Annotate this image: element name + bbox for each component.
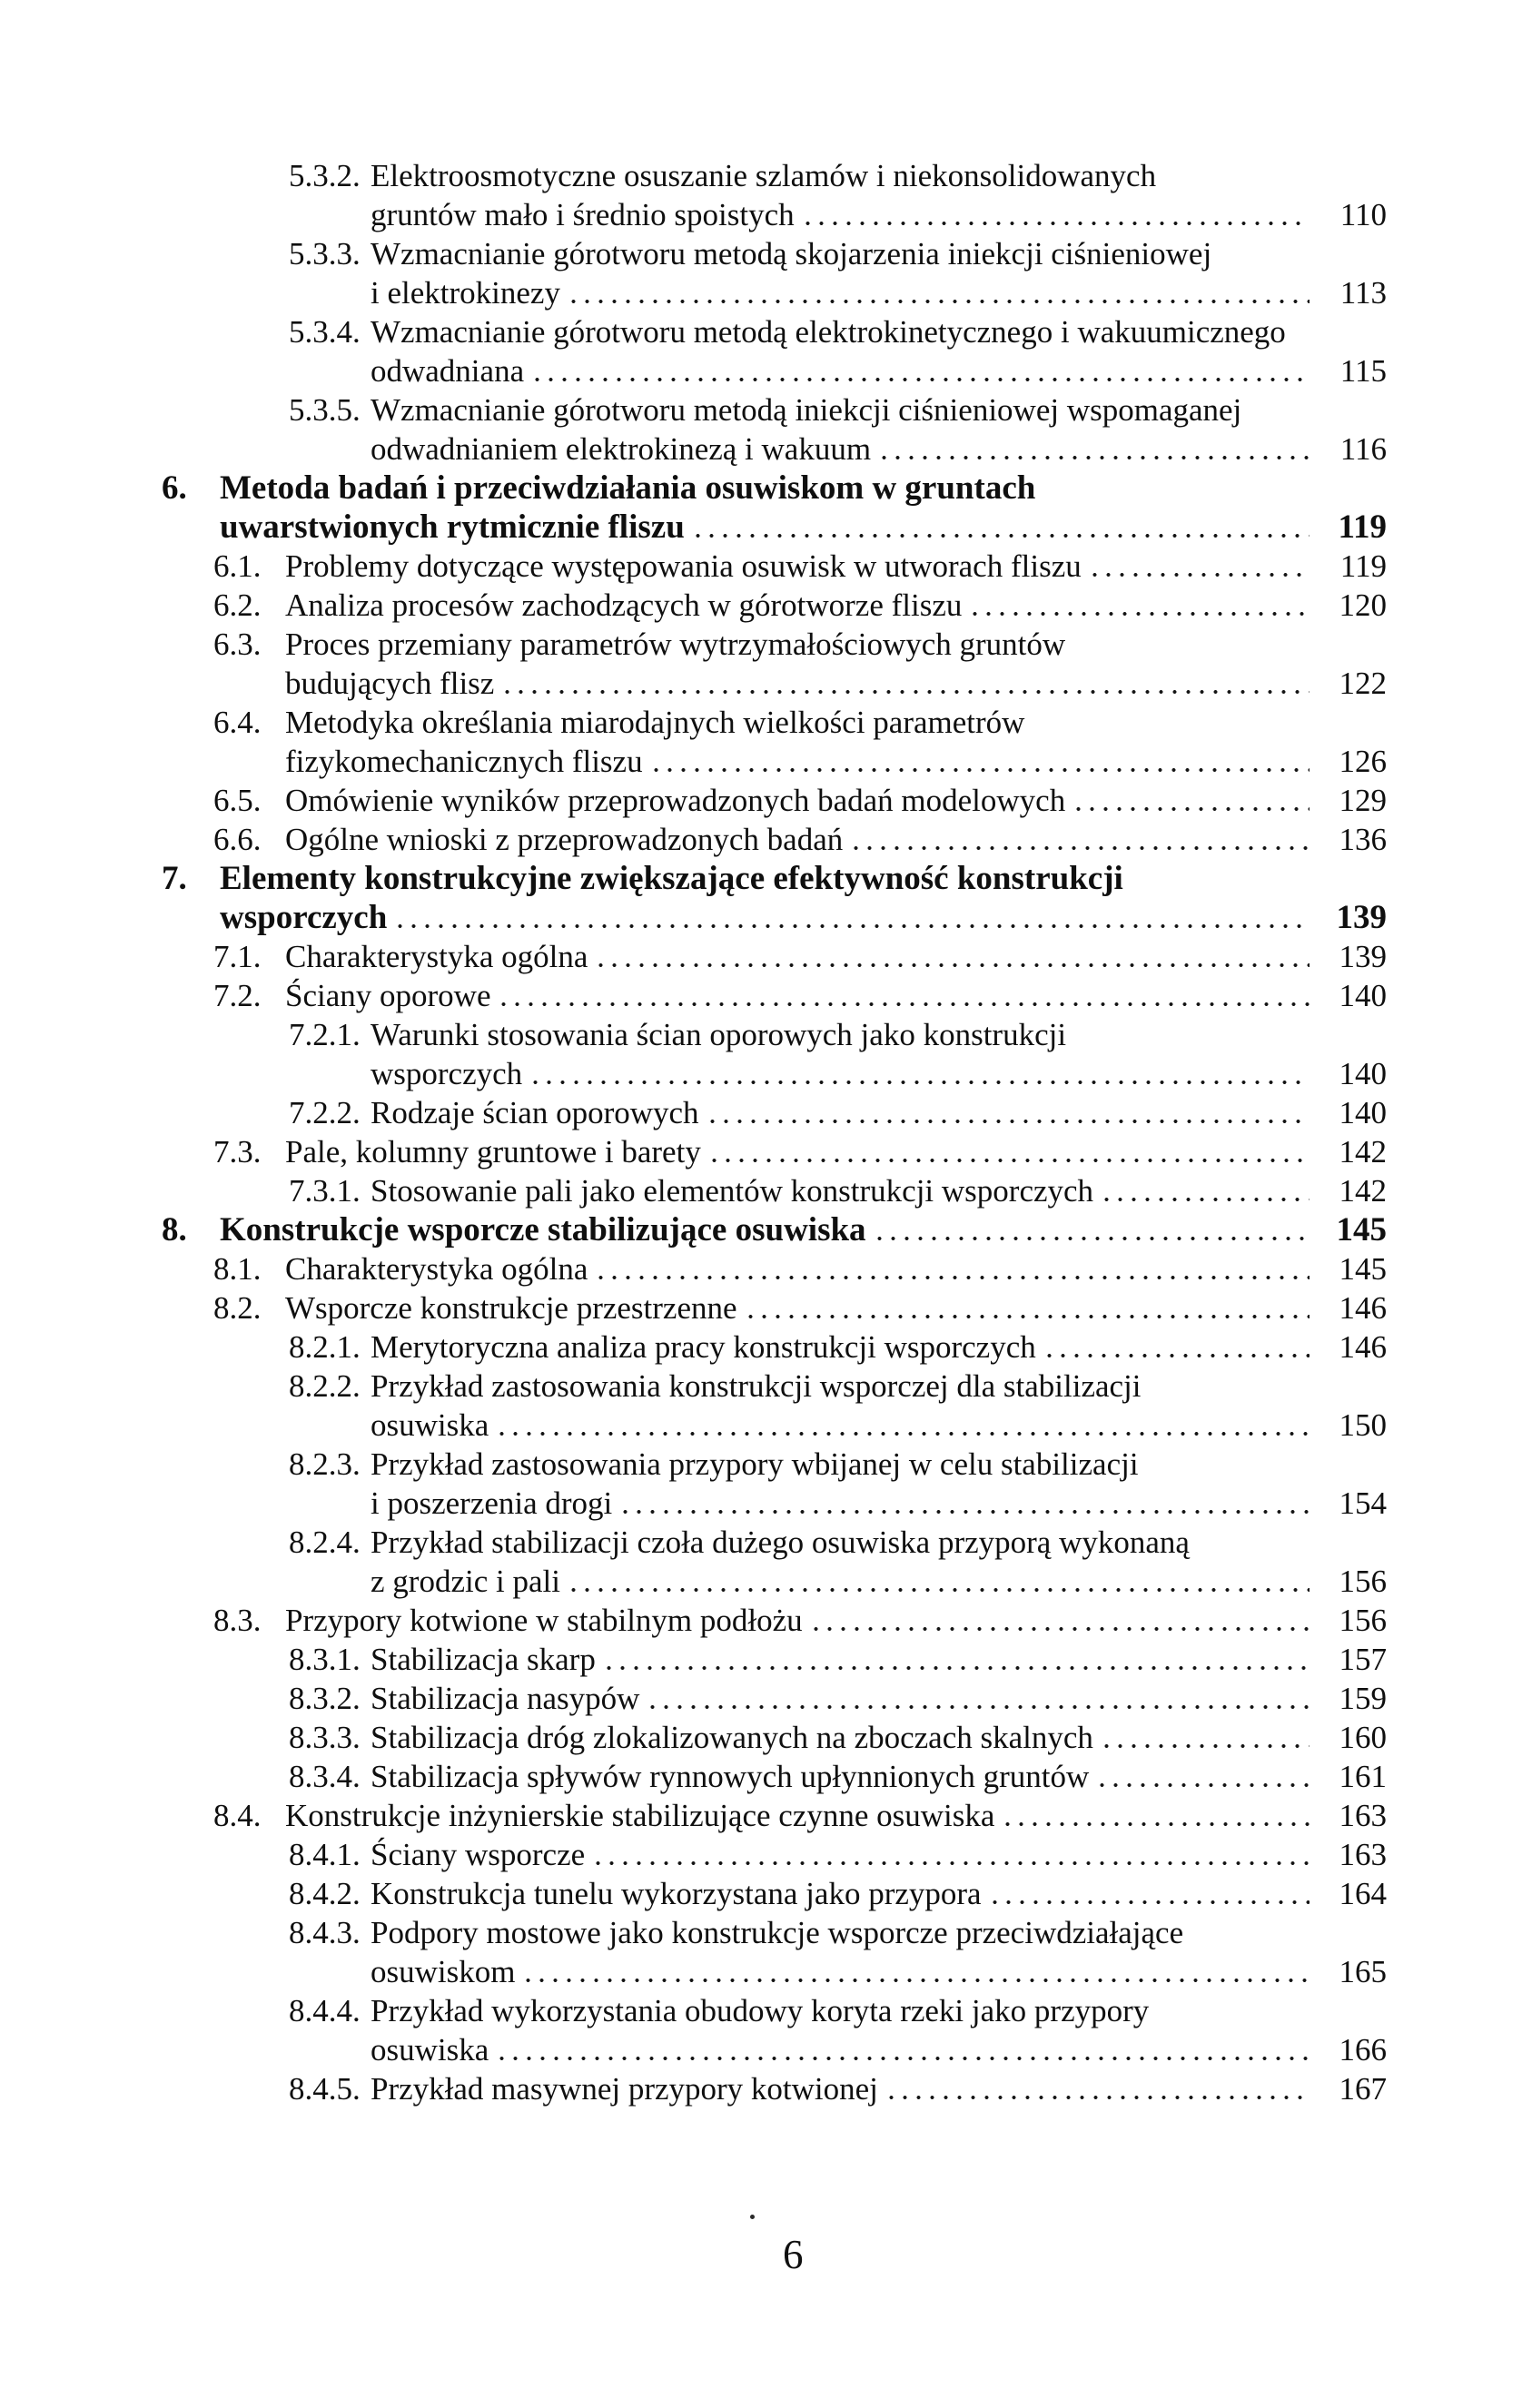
dot-leader: [1100, 1718, 1310, 1757]
toc-entry-title: osuwiskom: [371, 1954, 516, 1989]
toc-entry-title: wsporczych: [371, 1056, 523, 1091]
toc-entry-number: 6.5.: [213, 783, 262, 818]
toc-entry-number: 8.: [162, 1211, 187, 1248]
dot-leader: [649, 742, 1310, 781]
toc-entry-title: Stabilizacja dróg zlokalizowanych na zboczach skalnych: [371, 1720, 1093, 1755]
toc-row: [371, 1484, 1387, 1523]
toc-entry-title: Przykład zastosowania przypory wbijanej w celu stabilizacji: [371, 1446, 1139, 1482]
dot-leader: [567, 273, 1310, 312]
dot-leader: [877, 429, 1310, 469]
toc-page-number: 120: [1339, 587, 1387, 623]
toc-entry-title: Pale, kolumny gruntowe i barety: [285, 1134, 701, 1169]
toc-row: [289, 1718, 1387, 1757]
toc-entry-title: Wsporcze konstrukcje przestrzenne: [285, 1290, 737, 1326]
toc-row: [371, 351, 1387, 390]
toc-page-number: 165: [1339, 1954, 1387, 1989]
toc-entry-title: Elementy konstrukcyjne zwiększające efektywność konstrukcji: [220, 860, 1123, 897]
dot-leader: [567, 1562, 1310, 1601]
dot-leader: [1088, 547, 1310, 586]
toc-page-number: 166: [1339, 2032, 1387, 2068]
toc-row: [285, 742, 1387, 781]
toc-page-number: 115: [1339, 353, 1387, 389]
toc-row: [213, 820, 1387, 859]
toc-row: [289, 1523, 1387, 1562]
dot-leader: [602, 1640, 1310, 1679]
toc-entry-title: Elektroosmotyczne osuszanie szlamów i niekonsolidowanych: [371, 158, 1157, 193]
toc-row: [289, 312, 1387, 351]
toc-entry-title: Konstrukcja tunelu wykorzystana jako przypora: [371, 1876, 982, 1911]
dot-leader: [873, 1210, 1310, 1249]
toc-page-number: 161: [1339, 1759, 1387, 1794]
toc-page-number: 139: [1339, 939, 1387, 974]
toc-entry-number: 8.4.2.: [289, 1876, 361, 1911]
toc-row: [213, 625, 1387, 664]
dot-leader: [849, 820, 1310, 859]
toc-page-number: 140: [1339, 978, 1387, 1013]
toc-page-number: 159: [1339, 1681, 1387, 1716]
toc-entry-title: Stabilizacja spływów rynnowych upłynnionych gruntów: [371, 1759, 1090, 1794]
toc-entry-title: Przykład stabilizacji czoła dużego osuwiska przyporą wykonaną: [371, 1525, 1190, 1560]
toc-row: [289, 1171, 1387, 1210]
dot-leader: [393, 898, 1310, 937]
dot-leader: [809, 1601, 1310, 1640]
toc-entry-number: 7.3.1.: [289, 1173, 361, 1209]
dot-leader: [706, 1093, 1310, 1132]
toc-entry-title: Warunki stosowania ścian oporowych jako konstrukcji: [371, 1017, 1067, 1052]
toc-entry-title: i elektrokinezy: [371, 275, 560, 311]
toc-entry-number: 6.: [162, 469, 187, 507]
toc-entry-title: odwadnianiem elektrokinezą i wakuum: [371, 431, 872, 467]
toc-row: [371, 273, 1387, 312]
toc-entry-title: Stabilizacja skarp: [371, 1642, 596, 1677]
toc-entry-number: 6.2.: [213, 587, 262, 623]
toc-page-number: 129: [1339, 783, 1387, 818]
page-footer-number: 6: [783, 2232, 804, 2277]
toc-row: [289, 1835, 1387, 1874]
toc-entry-title: Charakterystyka ogólna: [285, 939, 588, 974]
toc-page-number: 113: [1339, 275, 1387, 311]
dot-leader: [521, 1952, 1310, 1991]
toc-row: [213, 1796, 1387, 1835]
toc-row: [371, 2030, 1387, 2069]
toc-entry-title: Metoda badań i przeciwdziałania osuwiskom w gruntach: [220, 469, 1036, 507]
toc-entry-title: Przykład masywnej przypory kotwionej: [371, 2071, 878, 2107]
toc-row: [289, 1913, 1387, 1952]
toc-entry-number: 8.1.: [213, 1251, 262, 1287]
toc-row: [162, 469, 1387, 508]
toc-row: [213, 1249, 1387, 1288]
toc-page-number: 139: [1336, 899, 1387, 936]
toc-row: [220, 898, 1387, 937]
toc-entry-number: 8.2.1.: [289, 1329, 361, 1365]
dot-leader: [1072, 781, 1310, 820]
toc-entry-title: Konstrukcje inżynierskie stabilizujące czynne osuwiska: [285, 1798, 995, 1833]
toc-page-number: 142: [1339, 1134, 1387, 1169]
dot-leader: [646, 1679, 1310, 1718]
toc-entry-title: osuwiska: [371, 2032, 489, 2068]
toc-page-number: 122: [1339, 666, 1387, 701]
dot-leader: [497, 976, 1310, 1015]
toc-row: [213, 937, 1387, 976]
toc-entry-title: Podpory mostowe jako konstrukcje wsporcze przeciwdziałające: [371, 1915, 1184, 1950]
toc-entry-title: i poszerzenia drogi: [371, 1485, 613, 1521]
toc-page-number: 110: [1339, 197, 1387, 232]
toc-page-number: 146: [1339, 1329, 1387, 1365]
toc-entry-number: 7.2.: [213, 978, 262, 1013]
toc-row: [289, 1093, 1387, 1132]
toc-entry-title: wsporczych: [220, 899, 388, 936]
toc-row: [289, 1874, 1387, 1913]
toc-page-number: 146: [1339, 1290, 1387, 1326]
dot-leader: [968, 586, 1310, 625]
toc-entry-title: Stabilizacja nasypów: [371, 1681, 640, 1716]
toc-entry-title: Wzmacnianie górotworu metodą skojarzenia iniekcji ciśnieniowej: [371, 236, 1212, 271]
toc-row: [213, 976, 1387, 1015]
dot-leader: [1001, 1796, 1310, 1835]
toc-entry-number: 7.1.: [213, 939, 262, 974]
toc-entry-number: 5.3.4.: [289, 314, 361, 350]
toc-row: [289, 234, 1387, 273]
dot-leader: [801, 195, 1310, 234]
toc-entry-title: Analiza procesów zachodzących w górotworze fliszu: [285, 587, 963, 623]
toc-row: [371, 195, 1387, 234]
toc-entry-title: Przykład wykorzystania obudowy koryta rzeki jako przypory: [371, 1993, 1150, 2028]
toc-page-number: 119: [1338, 508, 1387, 546]
toc-page-number: 150: [1339, 1407, 1387, 1443]
toc-row: [213, 781, 1387, 820]
toc-row: [371, 1952, 1387, 1991]
toc-row: [162, 859, 1387, 898]
toc-page-number: 157: [1339, 1642, 1387, 1677]
dot-leader: [495, 1406, 1310, 1445]
toc-entry-number: 6.3.: [213, 627, 262, 662]
toc-entry-number: 5.3.5.: [289, 392, 361, 428]
toc-page-number: 140: [1339, 1095, 1387, 1130]
toc-row: [289, 1991, 1387, 2030]
toc-page-number: 142: [1339, 1173, 1387, 1209]
toc-entry-title: gruntów mało i średnio spoistych: [371, 197, 795, 232]
toc-entry-number: 8.3.: [213, 1603, 262, 1638]
toc-row: [371, 1054, 1387, 1093]
toc-entry-number: 6.1.: [213, 548, 262, 584]
toc-page-number: 160: [1339, 1720, 1387, 1755]
toc-entry-title: Metodyka określania miarodajnych wielkości parametrów: [285, 705, 1025, 740]
toc-entry-number: 5.3.3.: [289, 236, 361, 271]
dot-leader: [1095, 1757, 1310, 1796]
toc-entry-number: 8.4.5.: [289, 2071, 361, 2107]
toc-entry-number: 7.2.1.: [289, 1017, 361, 1052]
dot-leader: [495, 2030, 1310, 2069]
toc-entry-number: 8.2.3.: [289, 1446, 361, 1482]
toc-page-number: 163: [1339, 1837, 1387, 1872]
toc-entry-title: Stosowanie pali jako elementów konstrukcji wsporczych: [371, 1173, 1094, 1209]
toc-entry-title: Ogólne wnioski z przeprowadzonych badań: [285, 822, 844, 857]
dot-leader: [1043, 1327, 1310, 1367]
toc-entry-title: uwarstwionych rytmicznie fliszu: [220, 508, 685, 546]
toc-row: [289, 2069, 1387, 2108]
toc-entry-title: Merytoryczna analiza pracy konstrukcji wsporczych: [371, 1329, 1036, 1365]
toc-page-number: 163: [1339, 1798, 1387, 1833]
dot-leader: [885, 2069, 1310, 2108]
scan-speck: [750, 2215, 755, 2219]
toc-page-number: 116: [1339, 431, 1387, 467]
toc-page-number: 145: [1336, 1211, 1387, 1248]
toc-entry-title: Przykład zastosowania konstrukcji wsporczej dla stabilizacji: [371, 1368, 1142, 1404]
toc-row: [289, 1015, 1387, 1054]
dot-leader: [691, 508, 1310, 547]
toc-page-number: 154: [1339, 1485, 1387, 1521]
dot-leader: [530, 351, 1310, 390]
toc-entry-number: 8.4.4.: [289, 1993, 361, 2028]
toc-entry-number: 8.4.1.: [289, 1837, 361, 1872]
toc-entry-title: Charakterystyka ogólna: [285, 1251, 588, 1287]
toc-row: [289, 1445, 1387, 1484]
toc-page-number: 156: [1339, 1564, 1387, 1599]
dot-leader: [618, 1484, 1310, 1523]
toc-row: [289, 1679, 1387, 1718]
toc-row: [289, 390, 1387, 429]
toc-entry-title: Ściany oporowe: [285, 978, 491, 1013]
toc-entry-title: Rodzaje ścian oporowych: [371, 1095, 699, 1130]
toc-row: [213, 547, 1387, 586]
toc-row: [289, 1327, 1387, 1367]
toc-entry-title: Omówienie wyników przeprowadzonych badań modelowych: [285, 783, 1066, 818]
toc-entry-number: 8.3.4.: [289, 1759, 361, 1794]
dot-leader: [594, 937, 1310, 976]
toc-row: [289, 1640, 1387, 1679]
toc-row: [371, 1562, 1387, 1601]
toc-page-number: 164: [1339, 1876, 1387, 1911]
toc-entry-title: Wzmacnianie górotworu metodą iniekcji ciśnieniowej wspomaganej: [371, 392, 1242, 428]
toc-page-number: 145: [1339, 1251, 1387, 1287]
toc-entry-title: fizykomechanicznych fliszu: [285, 744, 643, 779]
toc-entry-title: Przypory kotwione w stabilnym podłożu: [285, 1603, 803, 1638]
toc-entry-number: 8.3.2.: [289, 1681, 361, 1716]
toc-entry-number: 8.4.: [213, 1798, 262, 1833]
toc-entry-number: 8.3.3.: [289, 1720, 361, 1755]
toc-row: [213, 1132, 1387, 1171]
toc-entry-title: Proces przemiany parametrów wytrzymałościowych gruntów: [285, 627, 1066, 662]
toc-page-number: 126: [1339, 744, 1387, 779]
toc-entry-title: Problemy dotyczące występowania osuwisk w utworach fliszu: [285, 548, 1082, 584]
toc-row: [213, 703, 1387, 742]
toc-row: [162, 1210, 1387, 1249]
toc-entry-number: 6.6.: [213, 822, 262, 857]
toc-page-number: 119: [1339, 548, 1387, 584]
toc-entry-title: Wzmacnianie górotworu metodą elektrokinetycznego i wakuumicznego: [371, 314, 1286, 350]
dot-leader: [594, 1249, 1310, 1288]
dot-leader: [744, 1288, 1310, 1327]
toc-entry-title: budujących flisz: [285, 666, 495, 701]
toc-entry-title: Ściany wsporcze: [371, 1837, 586, 1872]
toc-row: [289, 156, 1387, 195]
toc-entry-title: z grodzic i pali: [371, 1564, 560, 1599]
toc-row: [371, 1406, 1387, 1445]
dot-leader: [707, 1132, 1310, 1171]
toc-entry-title: osuwiska: [371, 1407, 489, 1443]
toc-entry-title: odwadniana: [371, 353, 525, 389]
dot-leader: [591, 1835, 1310, 1874]
toc-entry-number: 8.2.2.: [289, 1368, 361, 1404]
toc-entry-number: 8.4.3.: [289, 1915, 361, 1950]
toc-row: [289, 1757, 1387, 1796]
toc-page-number: 136: [1339, 822, 1387, 857]
toc-row: [285, 664, 1387, 703]
toc-page-number: 140: [1339, 1056, 1387, 1091]
toc-entry-number: 7.3.: [213, 1134, 262, 1169]
toc-row: [289, 1367, 1387, 1406]
toc-entry-number: 8.2.4.: [289, 1525, 361, 1560]
toc-page-number: 167: [1339, 2071, 1387, 2107]
toc-entry-number: 6.4.: [213, 705, 262, 740]
toc-page-number: 156: [1339, 1603, 1387, 1638]
toc-row: [371, 429, 1387, 469]
toc-entry-number: 7.2.2.: [289, 1095, 361, 1130]
dot-leader: [988, 1874, 1310, 1913]
toc-entry-number: 5.3.2.: [289, 158, 361, 193]
toc-row: [213, 1601, 1387, 1640]
toc-entry-number: 8.2.: [213, 1290, 262, 1326]
dot-leader: [500, 664, 1310, 703]
dot-leader: [1100, 1171, 1310, 1210]
toc-row: [213, 586, 1387, 625]
toc-row: [220, 508, 1387, 547]
toc-entry-number: 8.3.1.: [289, 1642, 361, 1677]
toc-entry-title: Konstrukcje wsporcze stabilizujące osuwiska: [220, 1211, 866, 1248]
dot-leader: [529, 1054, 1310, 1093]
toc-entry-number: 7.: [162, 860, 187, 897]
toc-row: [213, 1288, 1387, 1327]
